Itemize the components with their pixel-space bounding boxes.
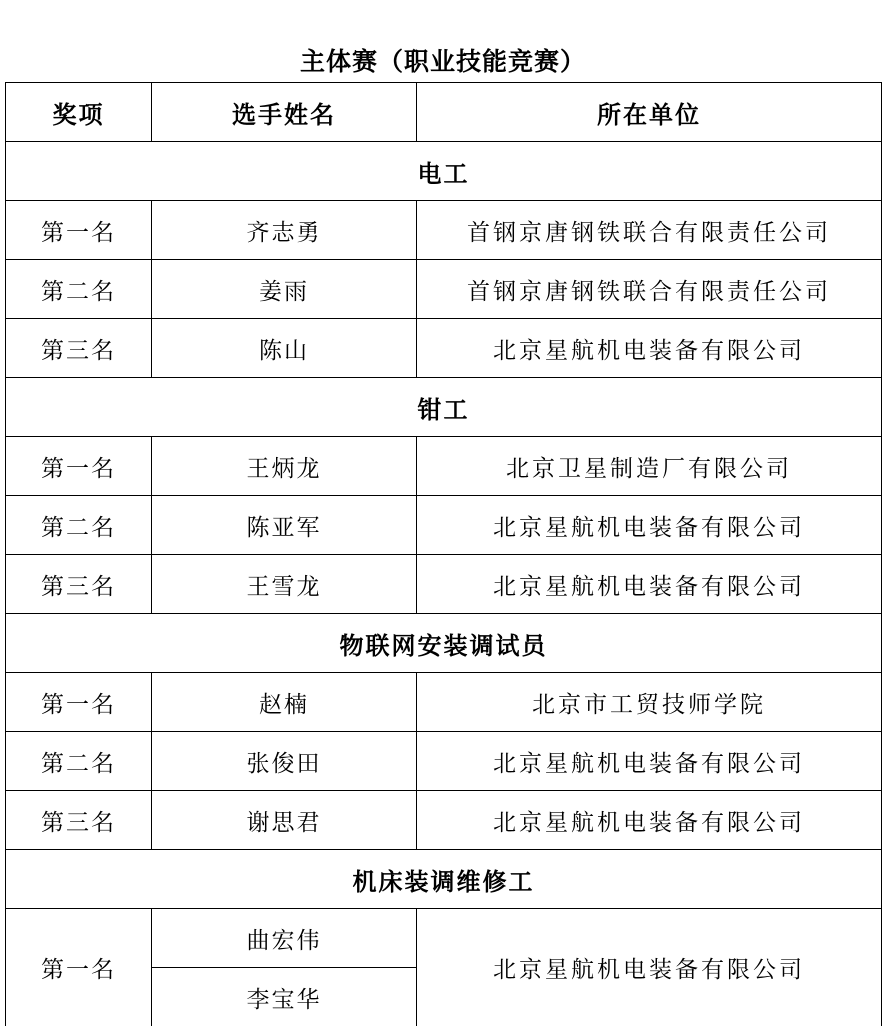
header-unit: 所在单位 — [417, 83, 882, 142]
table-row — [6, 732, 882, 791]
table-row — [6, 496, 882, 555]
award-cell: 第三名 — [6, 555, 152, 614]
contestant-name-cell: 王炳龙 — [152, 437, 417, 496]
contestant-name-cell: 赵楠 — [152, 673, 417, 732]
category-title: 钳工 — [6, 378, 882, 437]
award-cell: 第三名 — [6, 319, 152, 378]
document-title: 主体赛（职业技能竞赛） — [299, 47, 586, 76]
award-cell: 第二名 — [6, 732, 152, 791]
table-row — [6, 555, 882, 614]
unit-cell: 北京星航机电装备有限公司 — [417, 496, 882, 555]
contestant-name-cell: 齐志勇 — [152, 201, 417, 260]
unit-cell: 北京市工贸技师学院 — [417, 673, 882, 732]
table-row — [6, 673, 882, 732]
table-row — [6, 319, 882, 378]
contestant-name-cell: 王雪龙 — [152, 555, 417, 614]
category-row — [6, 378, 882, 437]
unit-cell: 北京星航机电装备有限公司 — [417, 791, 882, 850]
category-row — [6, 142, 882, 201]
unit-cell: 北京星航机电装备有限公司 — [417, 319, 882, 378]
awards-table — [5, 82, 882, 1026]
table-header-row — [6, 83, 882, 142]
table-row — [6, 909, 882, 968]
contestant-name-cell: 曲宏伟 — [152, 909, 417, 968]
category-title: 机床装调维修工 — [6, 850, 882, 909]
unit-cell: 北京星航机电装备有限公司 — [417, 732, 882, 791]
unit-cell: 北京卫星制造厂有限公司 — [417, 437, 882, 496]
contestant-name-cell: 李宝华 — [152, 968, 417, 1026]
category-row — [6, 614, 882, 673]
award-cell: 第一名 — [6, 909, 152, 1026]
contestant-name-cell: 张俊田 — [152, 732, 417, 791]
award-cell: 第一名 — [6, 201, 152, 260]
award-cell: 第三名 — [6, 791, 152, 850]
award-cell: 第一名 — [6, 437, 152, 496]
table-row — [6, 260, 882, 319]
award-cell: 第二名 — [6, 496, 152, 555]
award-cell: 第一名 — [6, 673, 152, 732]
table-row — [6, 201, 882, 260]
category-title: 电工 — [6, 142, 882, 201]
contestant-name-cell: 姜雨 — [152, 260, 417, 319]
unit-cell: 北京星航机电装备有限公司 — [417, 909, 882, 1026]
header-name: 选手姓名 — [152, 83, 417, 142]
unit-cell: 首钢京唐钢铁联合有限责任公司 — [417, 201, 882, 260]
category-title: 物联网安装调试员 — [6, 614, 882, 673]
contestant-name-cell: 陈山 — [152, 319, 417, 378]
table-row — [6, 791, 882, 850]
contestant-name-cell: 谢思君 — [152, 791, 417, 850]
header-award: 奖项 — [6, 83, 152, 142]
table-row — [6, 437, 882, 496]
unit-cell: 首钢京唐钢铁联合有限责任公司 — [417, 260, 882, 319]
unit-cell: 北京星航机电装备有限公司 — [417, 555, 882, 614]
category-row — [6, 850, 882, 909]
contestant-name-cell: 陈亚军 — [152, 496, 417, 555]
award-cell: 第二名 — [6, 260, 152, 319]
